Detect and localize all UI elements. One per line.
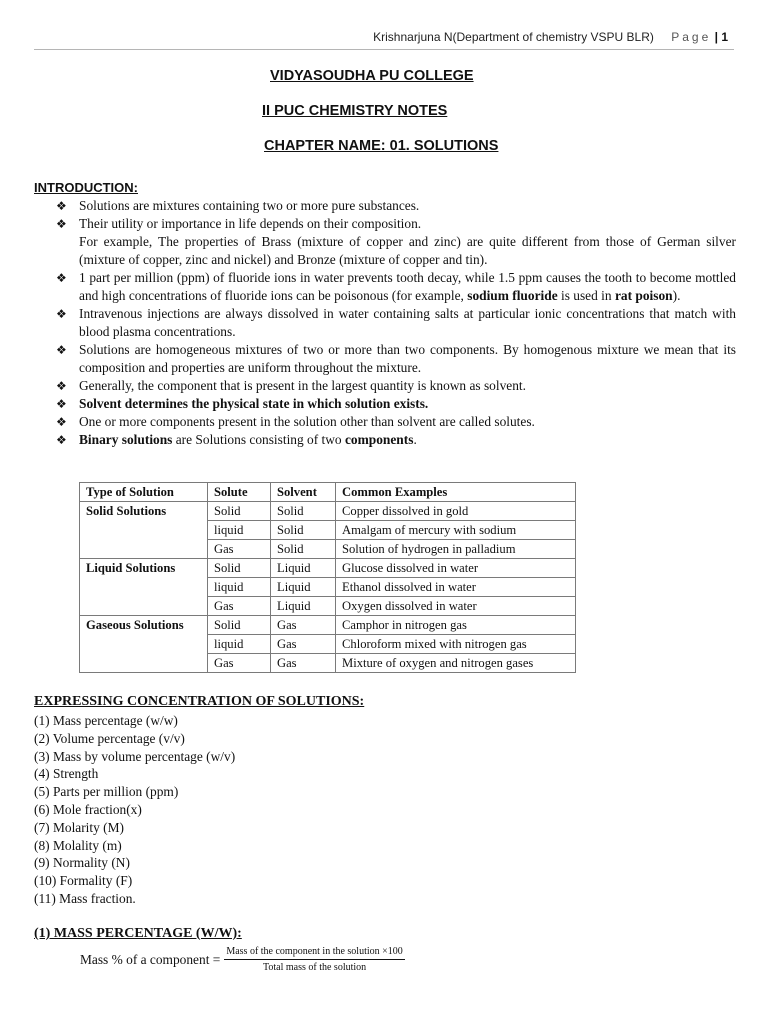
table-cell: Solid [271,521,336,540]
table-row [80,616,576,635]
header-separator: | [714,30,718,44]
table-cell: Chloroform mixed with nitrogen gas [336,635,576,654]
table-header-row [80,483,576,502]
college-title: VIDYASOUDHA PU COLLEGE [270,68,474,84]
table-cell: liquid [208,578,271,597]
table-cell: Gas [208,654,271,673]
diamond-bullet-icon: ❖ [56,271,67,285]
table-row [80,597,576,616]
formula-lhs: Mass % of a component = [80,952,221,967]
concentration-list [34,712,235,908]
table-cell: Liquid Solutions [80,559,208,578]
notes-title: II PUC CHEMISTRY NOTES [262,103,448,119]
list-item [56,395,736,413]
table-cell [80,635,208,654]
table-cell: Solid [208,502,271,521]
diamond-bullet-icon: ❖ [56,307,67,321]
page-header [373,30,728,44]
intro-point-text: Solutions are mixtures containing two or more pure substances. [79,198,420,213]
list-item: (9) Normality (N) [34,855,130,871]
formula-numerator: Mass of the component in the solution ×100 [224,946,404,960]
list-item [56,377,736,395]
intro-point-text: Solutions are homogeneous mixtures of two or more than two components. By homogenous mixture we mean that its composition and properties are uniform throughout the mixture. [79,342,736,375]
column-header: Type of Solution [80,483,208,502]
list-item [56,431,736,449]
list-item [56,197,736,215]
diamond-bullet-icon: ❖ [56,397,67,411]
formula-fraction [224,946,404,974]
list-item [56,269,736,305]
intro-point-text: . [413,432,417,447]
mass-percentage-heading: (1) MASS PERCENTAGE (W/W): [34,926,242,941]
intro-point-text: One or more components present in the solution other than solvent are called solutes. [79,414,535,429]
table-cell: Liquid [271,597,336,616]
diamond-bullet-icon: ❖ [56,217,67,231]
diamond-bullet-icon: ❖ [56,415,67,429]
table-cell: Camphor in nitrogen gas [336,616,576,635]
header-divider [34,49,734,50]
table-row [80,540,576,559]
solutions-table [79,482,576,673]
intro-point-text: 1 part per million (ppm) of fluoride ions in water prevents tooth decay, while 1.5 ppm causes the tooth to become mottled and high concentrations of fluoride ions can be poisonous (for example, [79,270,736,303]
list-item: (10) Formality (F) [34,873,133,889]
table-cell: Solid [208,616,271,635]
introduction-list [56,197,736,449]
table-row [80,654,576,673]
concentration-heading: EXPRESSING CONCENTRATION OF SOLUTIONS: [34,694,365,709]
list-item [56,413,736,431]
intro-point-text: are Solutions consisting of two [172,432,345,447]
table-cell: Gas [271,654,336,673]
table-cell: Mixture of oxygen and nitrogen gases [336,654,576,673]
list-item: (3) Mass by volume percentage (w/v) [34,748,236,764]
column-header: Solvent [271,483,336,502]
diamond-bullet-icon: ❖ [56,343,67,357]
intro-point-text: Intravenous injections are always dissolved in water containing salts at particular ionic concentrations that match with blood plasma concentrations. [79,306,736,339]
mass-percentage-formula [80,946,405,974]
table-cell: Copper dissolved in gold [336,502,576,521]
table-cell: Gas [208,540,271,559]
intro-point-text: is used in [557,288,615,303]
table-cell: Solution of hydrogen in palladium [336,540,576,559]
column-header: Common Examples [336,483,576,502]
table-cell: Solid Solutions [80,502,208,521]
list-item [56,305,736,341]
header-author: Krishnarjuna N(Department of chemistry VSPU BLR) [373,30,654,44]
list-item: (7) Molarity (M) [34,819,124,835]
list-item: (8) Molality (m) [34,837,122,853]
intro-example-text: For example, The properties of Brass (mixture of copper and zinc) are quite different from those of German silver (mixture of copper, zinc and nickel) and Bronze (mixture of copper and tin). [79,234,736,267]
table-cell [80,521,208,540]
intro-bold-term: sodium fluoride [467,288,558,303]
diamond-bullet-icon: ❖ [56,199,67,213]
intro-bold-term: components [344,432,414,447]
table-cell: Ethanol dissolved in water [336,578,576,597]
table-cell: Oxygen dissolved in water [336,597,576,616]
intro-bold-term: Binary solutions [79,432,173,447]
table-cell [80,540,208,559]
table-cell: Gas [271,616,336,635]
table-cell: Solid [271,540,336,559]
table-row [80,559,576,578]
introduction-heading: INTRODUCTION: [34,180,138,195]
header-page-number: 1 [721,30,728,44]
intro-point-text: ). [672,288,681,303]
table-row [80,635,576,654]
list-item [56,215,736,269]
table-row [80,521,576,540]
table-cell: liquid [208,521,271,540]
list-item: (2) Volume percentage (v/v) [34,730,185,746]
table-cell [80,654,208,673]
list-item: (4) Strength [34,766,99,782]
formula-denominator: Total mass of the solution [262,962,367,973]
list-item: (11) Mass fraction. [34,890,136,906]
table-cell: Liquid [271,559,336,578]
chapter-title: CHAPTER NAME: 01. SOLUTIONS [264,138,499,154]
intro-point-text: Their utility or importance in life depends on their composition. [79,216,422,231]
table-row [80,578,576,597]
table-cell: Gas [271,635,336,654]
list-item [56,341,736,377]
list-item: (1) Mass percentage (w/w) [34,713,178,728]
table-cell: Amalgam of mercury with sodium [336,521,576,540]
diamond-bullet-icon: ❖ [56,379,67,393]
table-row [80,502,576,521]
table-cell: Glucose dissolved in water [336,559,576,578]
column-header: Solute [208,483,271,502]
table-cell: Solid [271,502,336,521]
table-cell: liquid [208,635,271,654]
table-cell: Gaseous Solutions [80,616,208,635]
intro-point-text: Generally, the component that is present in the largest quantity is known as solvent. [79,378,527,393]
table-cell [80,597,208,616]
table-cell: Liquid [271,578,336,597]
table-cell [80,578,208,597]
header-page-word: Page [671,30,712,44]
table-cell: Solid [208,559,271,578]
intro-bold-term: rat poison [614,288,673,303]
intro-point-text: Solvent determines the physical state in which solution exists. [79,396,429,411]
list-item: (5) Parts per million (ppm) [34,784,179,800]
table-cell: Gas [208,597,271,616]
list-item: (6) Mole fraction(x) [34,801,142,817]
diamond-bullet-icon: ❖ [56,433,67,447]
